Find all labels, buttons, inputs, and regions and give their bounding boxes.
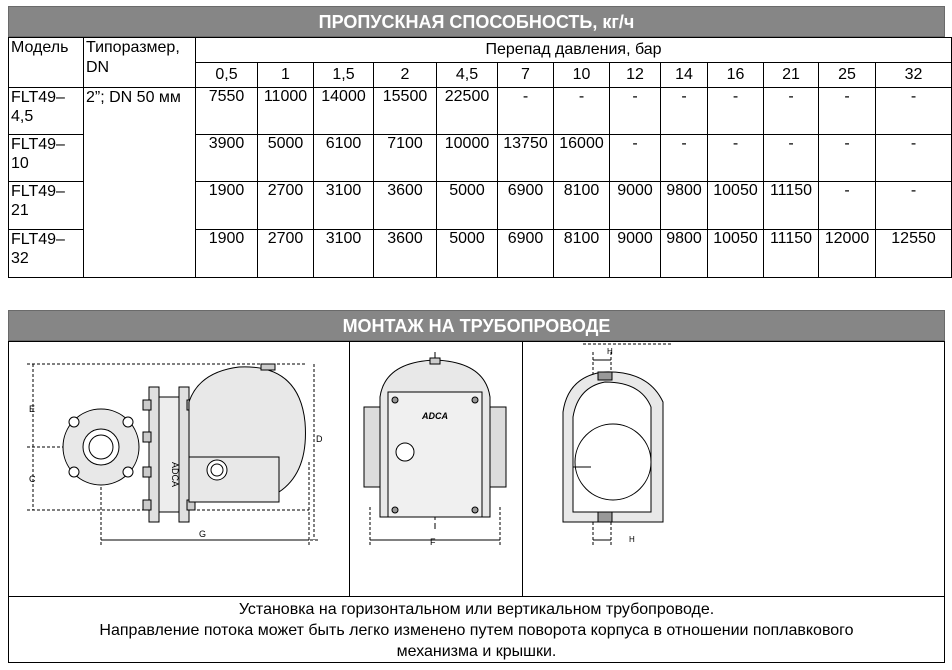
value-cell: 2700 [258, 182, 314, 230]
value-cell: - [610, 88, 661, 135]
front-view-svg [350, 342, 522, 596]
pressure-cell: 25 [819, 63, 876, 88]
value-cell: 8100 [554, 182, 610, 230]
value-cell: 1900 [196, 230, 258, 278]
value-cell: 7550 [196, 88, 258, 135]
value-cell: 15500 [374, 88, 437, 135]
value-cell: 12000 [819, 230, 876, 278]
value-cell: 12550 [876, 230, 952, 278]
model-cell: FLT49–21 [9, 182, 84, 230]
dim-label-h-bottom: H [629, 535, 635, 544]
dim-label-g: G [199, 529, 207, 539]
value-cell: - [610, 135, 661, 182]
column-header-size: Типоразмер, DN [84, 38, 196, 88]
value-cell: 10000 [437, 135, 498, 182]
value-cell: 5000 [437, 182, 498, 230]
value-cell: 3100 [314, 230, 374, 278]
value-cell: - [876, 182, 952, 230]
pressure-cell: 10 [554, 63, 610, 88]
pressure-cell: 21 [764, 63, 819, 88]
value-cell: - [498, 88, 554, 135]
value-cell: - [764, 88, 819, 135]
value-cell: 9800 [661, 230, 708, 278]
dim-label-d: D [316, 434, 323, 444]
pressure-cell: 12 [610, 63, 661, 88]
value-cell: - [819, 182, 876, 230]
value-cell: 1900 [196, 182, 258, 230]
pressure-cell: 1 [258, 63, 314, 88]
side-view-svg [9, 342, 349, 596]
value-cell: - [819, 88, 876, 135]
front-view-drawing [350, 342, 522, 596]
column-header-model: Модель [9, 38, 84, 88]
pressure-cell: 4,5 [437, 63, 498, 88]
value-cell: 11150 [764, 230, 819, 278]
size-cell: 2”; DN 50 мм [84, 88, 196, 278]
pressure-cell: 7 [498, 63, 554, 88]
value-cell: 2700 [258, 230, 314, 278]
value-cell: 8100 [554, 230, 610, 278]
note-line: механизма и крышки. [396, 643, 557, 660]
side-view-drawing [9, 342, 350, 596]
section-view-svg [523, 342, 945, 596]
capacity-table [8, 37, 952, 278]
dim-label-f: F [430, 537, 436, 547]
value-cell: - [708, 135, 764, 182]
value-cell: 13750 [498, 135, 554, 182]
value-cell: 14000 [314, 88, 374, 135]
value-cell: 9800 [661, 182, 708, 230]
value-cell: - [876, 135, 952, 182]
value-cell: 10050 [708, 230, 764, 278]
value-cell: 9000 [610, 182, 661, 230]
pressure-cell: 2 [374, 63, 437, 88]
value-cell: 6100 [314, 135, 374, 182]
table-row [9, 88, 952, 135]
pressure-cell: 16 [708, 63, 764, 88]
value-cell: 11000 [258, 88, 314, 135]
value-cell: 16000 [554, 135, 610, 182]
installation-note [9, 596, 944, 662]
pressure-cell: 1,5 [314, 63, 374, 88]
dim-label-e: E [29, 404, 36, 414]
logo-mark-front: ADCA [422, 411, 448, 421]
dim-label-h-top: H [607, 347, 613, 356]
logo-mark-side: ADCA [170, 462, 180, 488]
value-cell: 10050 [708, 182, 764, 230]
pressure-cell: 14 [661, 63, 708, 88]
value-cell: 3600 [374, 230, 437, 278]
value-cell: - [661, 135, 708, 182]
value-cell: 3600 [374, 182, 437, 230]
value-cell: 6900 [498, 182, 554, 230]
dim-label-c: C [29, 474, 36, 484]
value-cell: - [819, 135, 876, 182]
pressure-cell: 0,5 [196, 63, 258, 88]
value-cell: 22500 [437, 88, 498, 135]
value-cell: 6900 [498, 230, 554, 278]
model-cell: FLT49–4,5 [9, 88, 84, 135]
value-cell: 7100 [374, 135, 437, 182]
value-cell: 9000 [610, 230, 661, 278]
pressure-cell: 32 [876, 63, 952, 88]
note-line: Установка на горизонтальном или вертикальном трубопроводе. [238, 601, 715, 618]
section-view-drawing [522, 342, 945, 596]
value-cell: 5000 [437, 230, 498, 278]
mounting-section [8, 341, 945, 663]
capacity-title: ПРОПУСКНАЯ СПОСОБНОСТЬ, кг/ч [8, 6, 945, 37]
value-cell: 3100 [314, 182, 374, 230]
value-cell: - [764, 135, 819, 182]
note-line: Направление потока может быть легко изменено путем поворота корпуса в отношении поплавкового [99, 622, 854, 639]
value-cell: - [661, 88, 708, 135]
column-header-pressure: Перепад давления, бар [196, 38, 952, 63]
value-cell: - [708, 88, 764, 135]
value-cell: - [554, 88, 610, 135]
model-cell: FLT49–32 [9, 230, 84, 278]
model-cell: FLT49–10 [9, 135, 84, 182]
value-cell: 5000 [258, 135, 314, 182]
mounting-title: МОНТАЖ НА ТРУБОПРОВОДЕ [8, 310, 945, 341]
value-cell: 3900 [196, 135, 258, 182]
value-cell: 11150 [764, 182, 819, 230]
value-cell: - [876, 88, 952, 135]
